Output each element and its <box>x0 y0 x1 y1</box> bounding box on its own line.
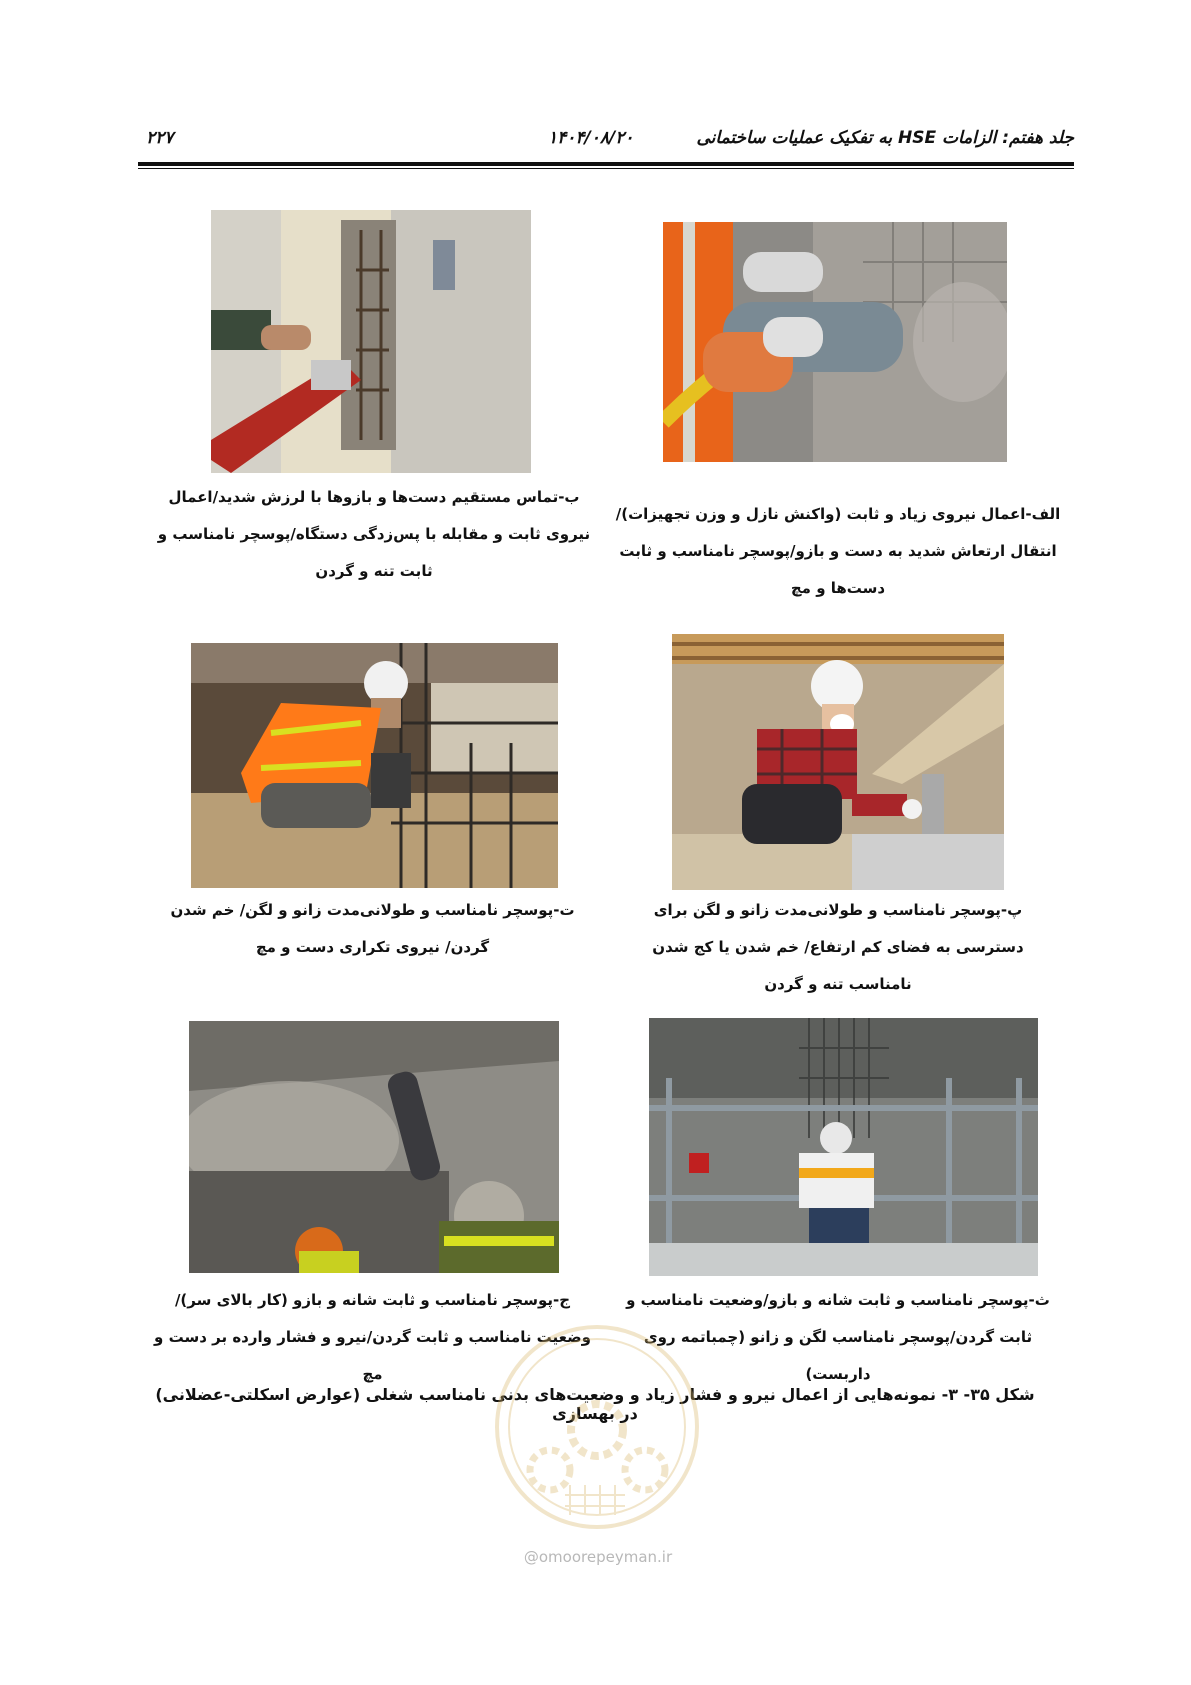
header-rule-thin <box>138 168 1074 169</box>
caption-alef: الف-اعمال نیروی زیاد و ثابت (واکنش نازل و وزن تجهیزات)/ انتقال ارتعاش شدید به دست و بازو/پوسچر نامناسب و ثابت دست‌ها و مچ <box>615 505 1061 597</box>
watermark-logo <box>490 1320 705 1535</box>
caption-be: ب-تماس مستقیم دست‌ها و بازوها با لرزش شدید/اعمال نیروی ثابت و مقابله با پس‌زدگی دستگاه/پوسچر نامناسب و ثابت تنه و گردن <box>157 488 591 580</box>
volume-title: جلد هفتم: الزامات HSE به تفکیک عملیات ساختمانی <box>696 128 1074 148</box>
caption-se: ث-پوسچر نامناسب و ثابت شانه و بازو/وضعیت نامناسب و ثابت گردن/پوسچر نامناسب لگن و زانو (چمباتمه روی داربست) <box>626 1291 1050 1383</box>
watermark-url: @omoorepeyman.ir <box>523 1548 673 1566</box>
photo-pe-crawlspace-worker <box>672 634 1004 890</box>
caption-jim: ج-پوسچر نامناسب و ثابت شانه و بازو (کار بالای سر)/ وضعیت نامناسب و ثابت گردن/نیرو و فشار وارده بر دست و مچ <box>154 1291 591 1383</box>
header-date: ۱۴۰۴/۰۸/۲۰ <box>548 128 634 148</box>
photo-jim-overhead-work <box>189 1021 559 1273</box>
page-number: ۲۲۷ <box>146 128 174 148</box>
photo-te-excavation-rebar <box>191 643 558 888</box>
caption-pe: پ-پوسچر نامناسب و طولانی‌مدت زانو و لگن برای دسترسی به فضای کم ارتفاع/ خم شدن یا کج شدن نامناسب تنه و گردن <box>652 901 1024 993</box>
photo-be-chipping-hammer <box>211 210 531 473</box>
page-header <box>138 128 1074 154</box>
figure-caption: شکل ۳۵- ۳- نمونه‌هایی از اعمال نیرو و فشار زیاد و وضعیت‌های بدنی نامناسب شغلی (عوارض اسکلتی-عضلانی) در بهسازی <box>155 1385 1035 1423</box>
photo-alef-shotcrete-nozzle <box>663 222 1007 462</box>
photo-se-scaffold-worker <box>649 1018 1038 1276</box>
header-rule-thick <box>138 162 1074 166</box>
caption-te: ت-پوسچر نامناسب و طولانی‌مدت زانو و لگن/ خم شدن گردن/ نیروی تکراری دست و مچ <box>170 901 575 956</box>
